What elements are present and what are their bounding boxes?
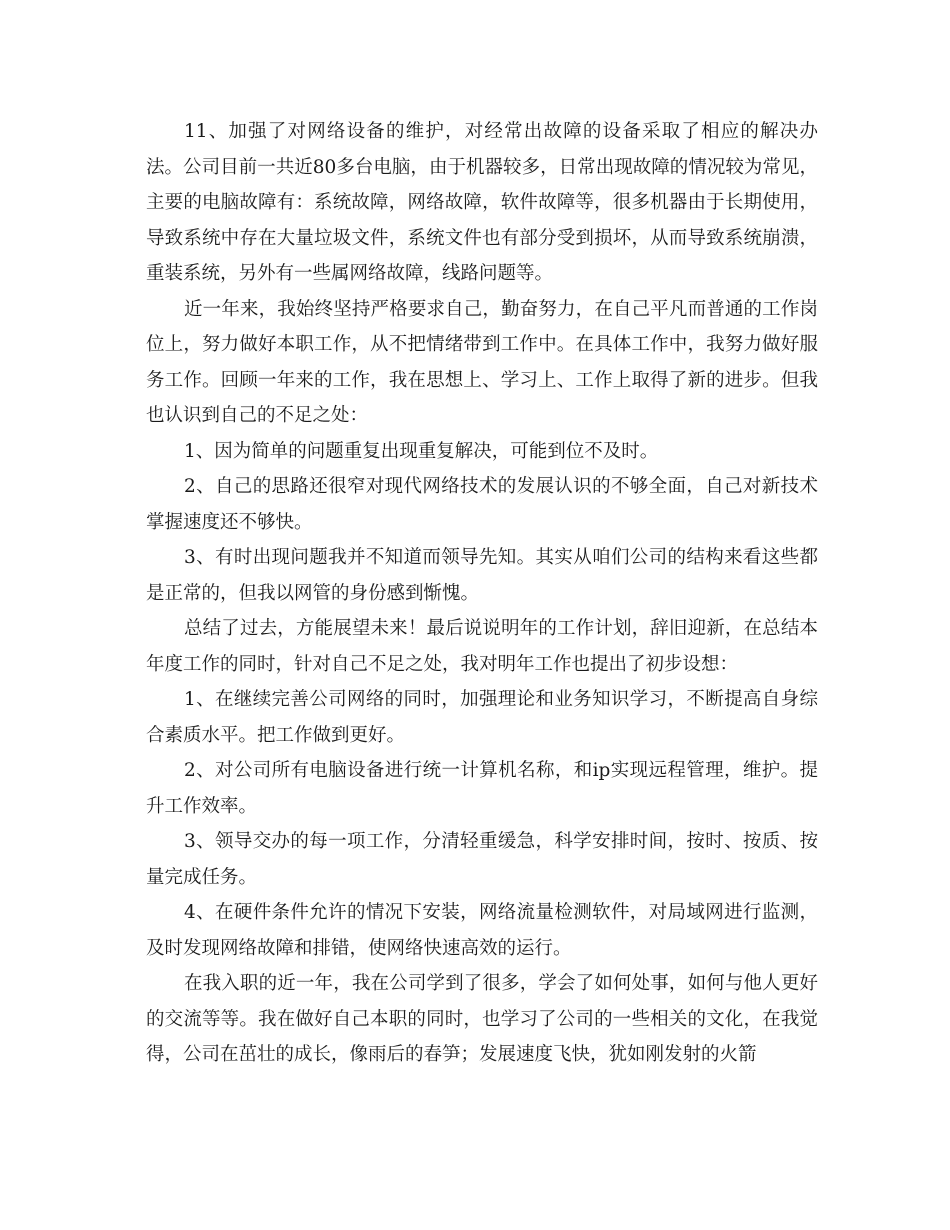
paragraph-network-maintenance: 11、加强了对网络设备的维护，对经常出故障的设备采取了相应的解决办法。公司目前一共近80多台电脑，由于机器较多，日常出现故障的情况较为常见，主要的电脑故障有：系统故障，网络故障，软件故障等，很多机器由于长期使用，导致系统中存在大量垃圾文件，系统文件也有部分受到损坏，从而导致系统崩溃，重装系统，另外有一些属网络故障，线路问题等。: [146, 121, 818, 284]
paragraph-plan-4: 4、在硬件条件允许的情况下安装，网络流量检测软件，对局域网进行监测，及时发现网络故障和排错，使网络快速高效的运行。: [146, 902, 818, 959]
paragraph-plan-2: 2、对公司所有电脑设备进行统一计算机名称，和ip实现远程管理，维护。提升工作效率。: [146, 760, 818, 817]
paragraph-plan-1: 1、在继续完善公司网络的同时，加强理论和业务知识学习，不断提高自身综合素质水平。把工作做到更好。: [146, 689, 818, 746]
paragraph-plan-intro: 总结了过去，方能展望未来！最后说说明年的工作计划，辞旧迎新，在总结本年度工作的同时，针对自己不足之处，我对明年工作也提出了初步设想：: [146, 618, 818, 675]
paragraph-shortcoming-3: 3、有时出现问题我并不知道而领导先知。其实从咱们公司的结构来看这些都是正常的，但我以网管的身份感到惭愧。: [146, 547, 818, 604]
paragraph-closing: 在我入职的近一年，我在公司学到了很多，学会了如何处事，如何与他人更好的交流等等。我在做好自己本职的同时，也学习了公司的一些相关的文化，在我觉得，公司在茁壮的成长，像雨后的春笋；发展速度飞快，犹如刚发射的火箭: [146, 973, 818, 1065]
paragraph-shortcoming-2: 2、自己的思路还很窄对现代网络技术的发展认识的不够全面，自己对新技术掌握速度还不够快。: [146, 476, 818, 533]
document-body: [146, 114, 818, 1073]
paragraph-plan-3: 3、领导交办的每一项工作，分清轻重缓急，科学安排时间，按时、按质、按量完成任务。: [146, 831, 818, 888]
paragraph-self-review: 近一年来，我始终坚持严格要求自己，勤奋努力，在自己平凡而普通的工作岗位上，努力做好本职工作，从不把情绪带到工作中。在具体工作中，我努力做好服务工作。回顾一年来的工作，我在思想上、学习上、工作上取得了新的进步。但我也认识到自己的不足之处：: [146, 298, 818, 426]
paragraph-shortcoming-1: 1、因为简单的问题重复出现重复解决，可能到位不及时。: [184, 440, 659, 462]
